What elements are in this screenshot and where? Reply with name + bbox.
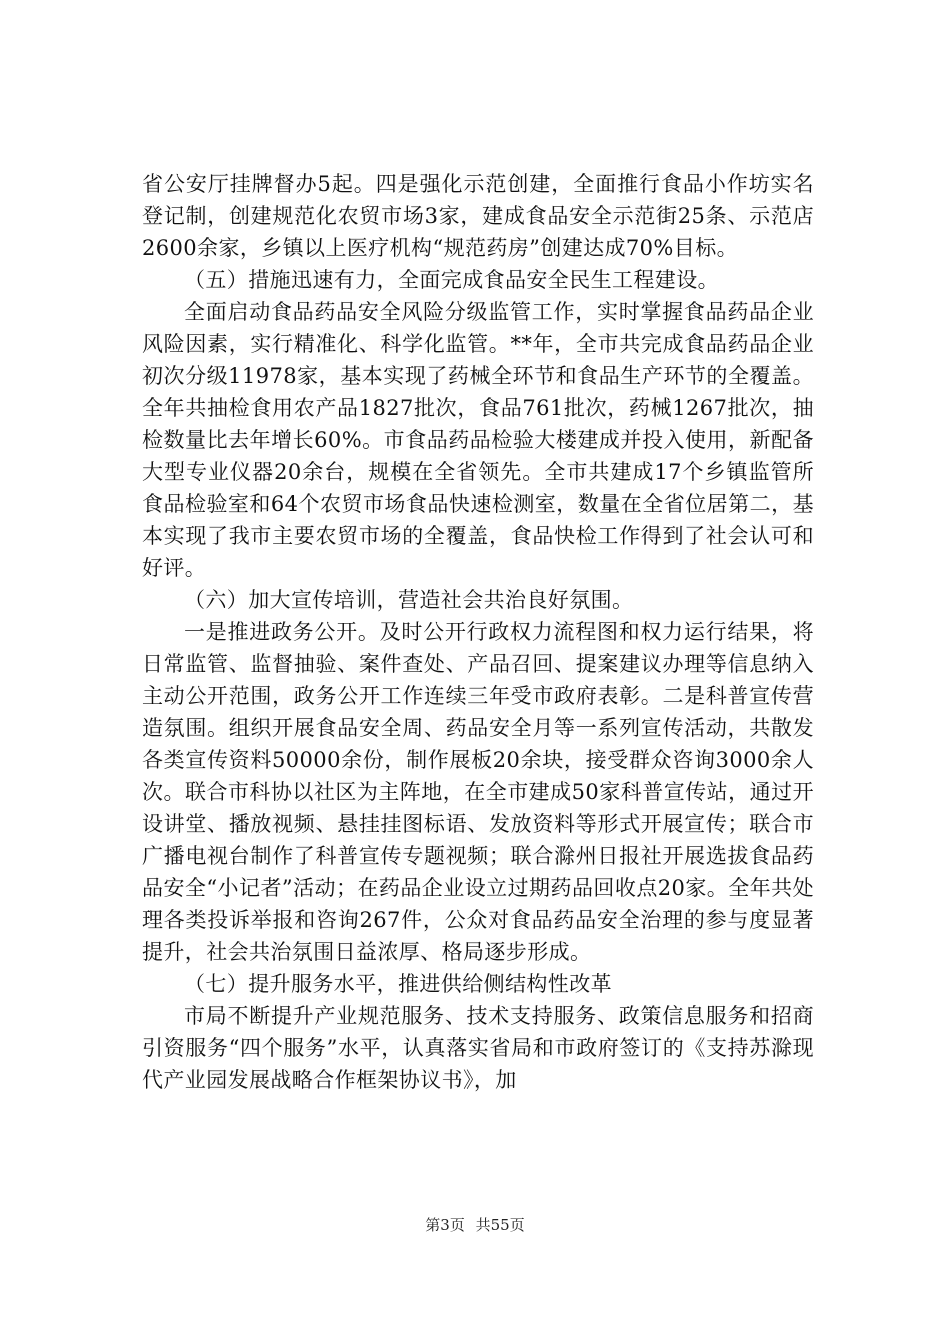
section-heading-5: （五）措施迅速有力，全面完成食品安全民生工程建设。: [184, 268, 719, 292]
section-heading-7: （七）提升服务水平，推进供给侧结构性改革: [184, 972, 612, 996]
section-heading-6: （六）加大宣传培训，营造社会共治良好氛围。: [184, 588, 634, 612]
page-total: 共55页: [475, 1216, 525, 1234]
page-number: 第3页: [425, 1216, 465, 1234]
paragraph-1: 省公安厅挂牌督办5起。四是强化示范创建，全面推行食品小作坊实名登记制，创建规范化农贸市场3家，建成食品安全示范街25条、示范店2600余家，乡镇以上医疗机构“规范药房”创建达成70%目标。: [142, 172, 814, 260]
paragraph-2: 全面启动食品药品安全风险分级监管工作，实时掌握食品药品企业风险因素，实行精准化、科学化监管。**年，全市共完成食品药品企业初次分级11978家，基本实现了药械全环节和食品生产环节的全覆盖。全年共抽检食用农产品1827批次，食品761批次，药械1267批次，抽检数量比去年增长60%。市食品药品检验大楼建成并投入使用，新配备大型专业仪器20余台，规模在全省领先。全市共建成17个乡镇监管所食品检验室和64个农贸市场食品快速检测室，数量在全省位居第二，基本实现了我市主要农贸市场的全覆盖，食品快检工作得到了社会认可和好评。: [142, 300, 814, 580]
page-footer: [0, 1214, 950, 1235]
document-body: [142, 168, 814, 1096]
paragraph-4: 市局不断提升产业规范服务、技术支持服务、政策信息服务和招商引资服务“四个服务”水平，认真落实省局和市政府签订的《支持苏滁现代产业园发展战略合作框架协议书》，加: [142, 1004, 814, 1092]
paragraph-3: 一是推进政务公开。及时公开行政权力流程图和权力运行结果，将日常监管、监督抽验、案件查处、产品召回、提案建议办理等信息纳入主动公开范围，政务公开工作连续三年受市政府表彰。二是科普宣传营造氛围。组织开展食品安全周、药品安全月等一系列宣传活动，共散发各类宣传资料50000余份，制作展板20余块，接受群众咨询3000余人次。联合市科协以社区为主阵地，在全市建成50家科普宣传站，通过开设讲堂、播放视频、悬挂挂图标语、发放资料等形式开展宣传；联合市广播电视台制作了科普宣传专题视频；联合滁州日报社开展选拔食品药品安全“小记者”活动；在药品企业设立过期药品回收点20家。全年共处理各类投诉举报和咨询267件，公众对食品药品安全治理的参与度显著提升，社会共治氛围日益浓厚、格局逐步形成。: [142, 620, 814, 964]
